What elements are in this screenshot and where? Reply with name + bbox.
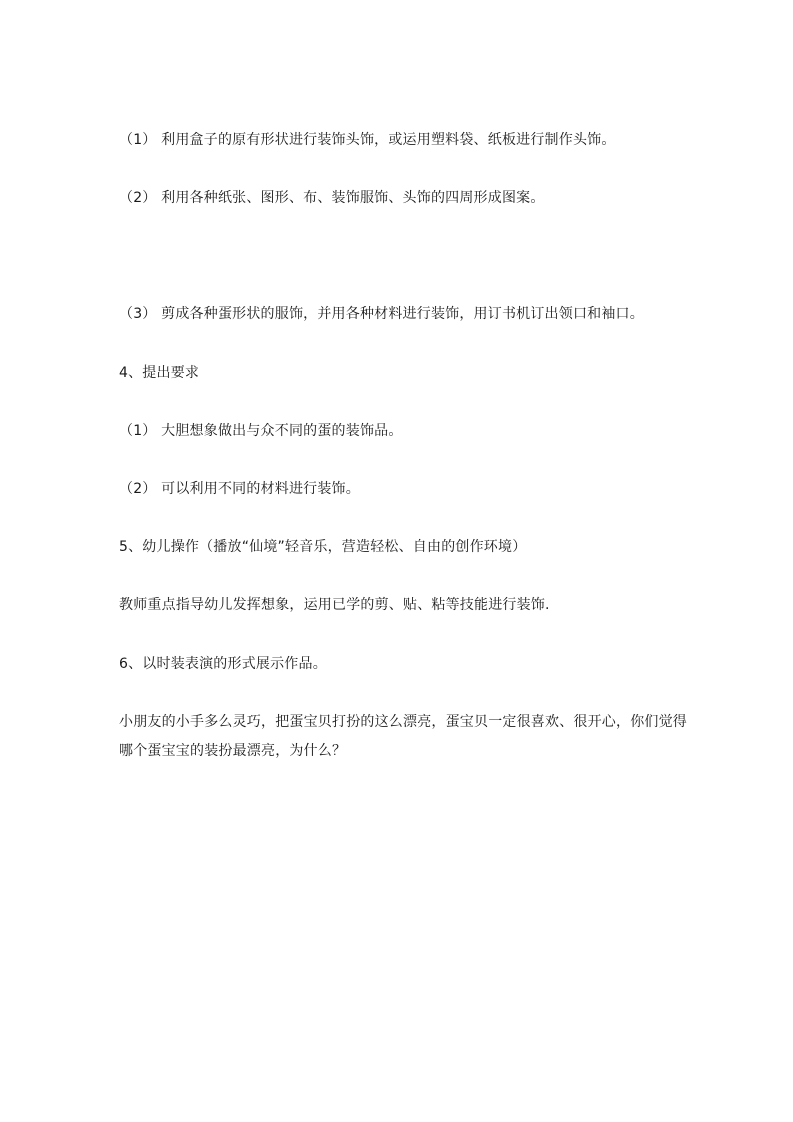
section-heading-requirements: 4、提出要求	[119, 365, 200, 381]
closing-paragraph-line-2: 哪个蛋宝宝的装扮最漂亮，为什么？	[119, 743, 347, 759]
closing-paragraph-line-1: 小朋友的小手多么灵巧，把蛋宝贝打扮的这么漂亮，蛋宝贝一定很喜欢、很开心，你们觉得	[119, 714, 687, 730]
paragraph-2-decorate-patterns: （2） 利用各种纸张、图形、布、装饰服饰、头饰的四周形成图案。	[119, 190, 545, 206]
paragraph-3-egg-shaped-clothes: （3） 剪成各种蛋形状的服饰，并用各种材料进行装饰，用订书机订出领口和袖口。	[119, 306, 644, 322]
section-heading-fashion-show: 6、以时装表演的形式展示作品。	[119, 656, 327, 672]
teacher-guidance-text: 教师重点指导幼儿发挥想象，运用已学的剪、贴、粘等技能进行装饰.	[119, 597, 550, 613]
section-heading-child-operation: 5、幼儿操作（播放“仙境”轻音乐，营造轻松、自由的创作环境）	[119, 539, 527, 555]
requirement-2: （2） 可以利用不同的材料进行装饰。	[119, 481, 360, 497]
paragraph-1-decorate-headwear: （1） 利用盒子的原有形状进行装饰头饰，或运用塑料袋、纸板进行制作头饰。	[119, 132, 616, 148]
requirement-1: （1） 大胆想象做出与众不同的蛋的装饰品。	[119, 423, 403, 439]
